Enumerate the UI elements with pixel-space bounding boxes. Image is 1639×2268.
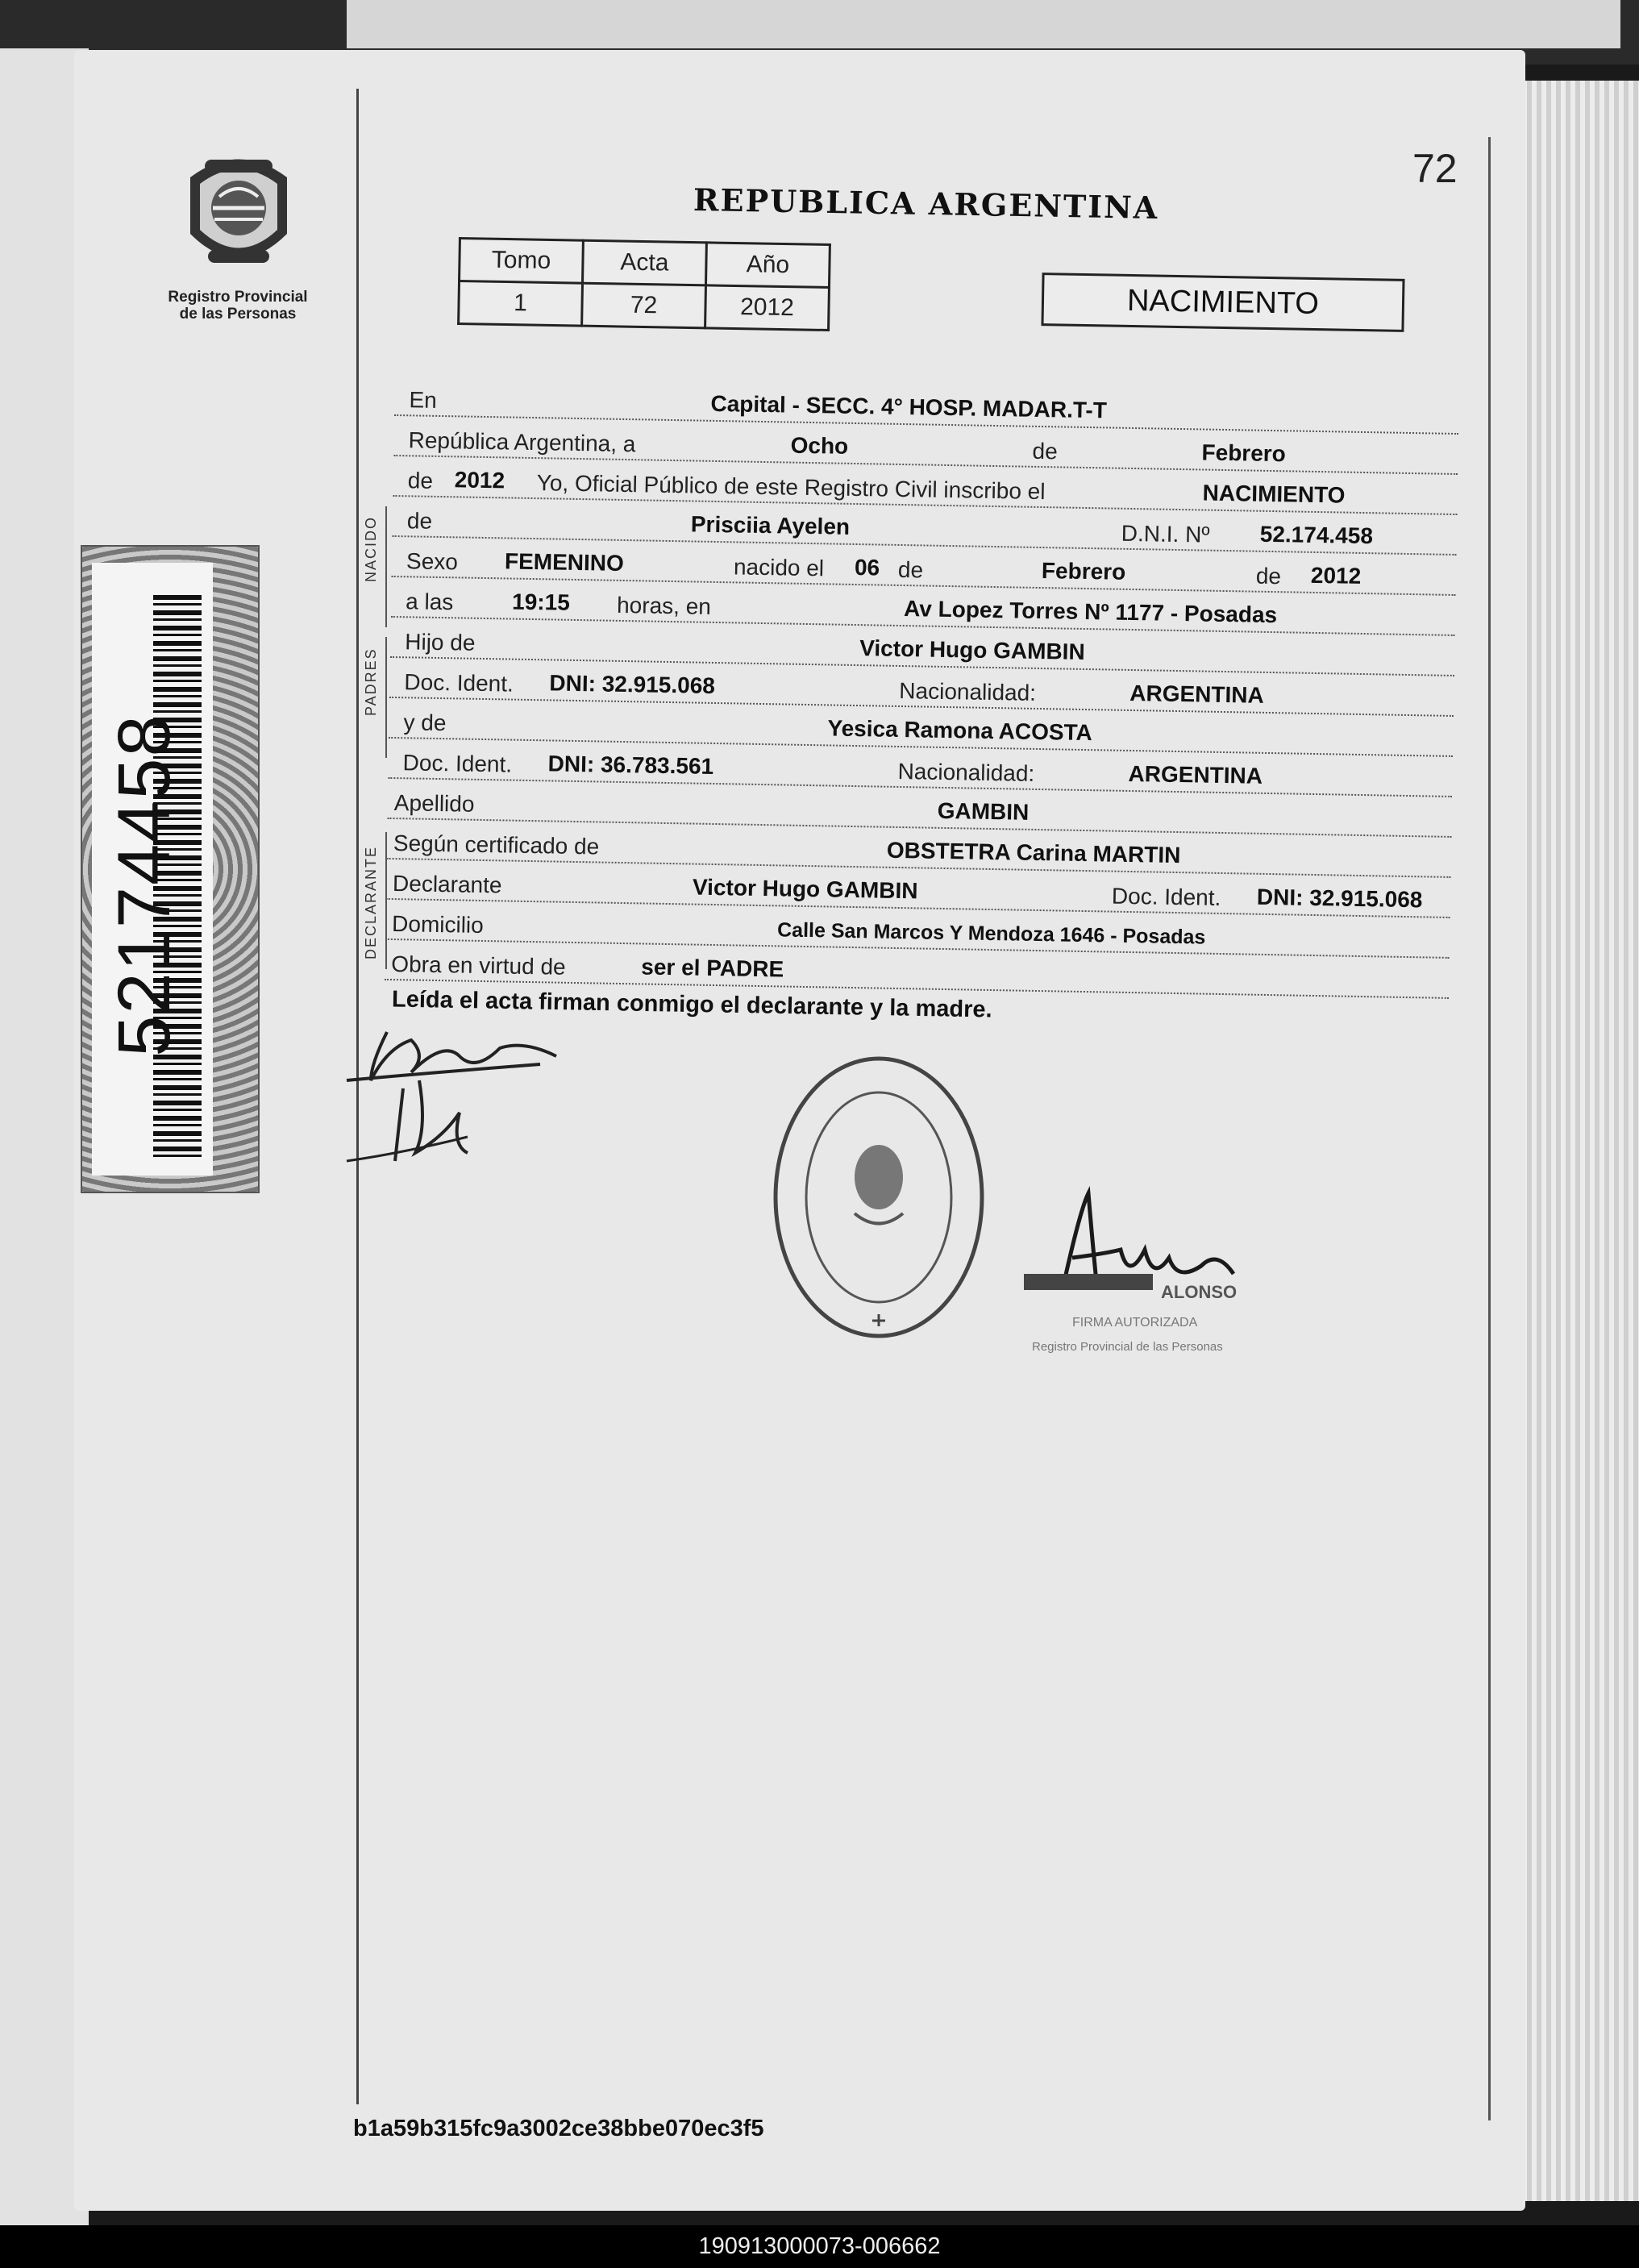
value-decl-doc: DNI: 32.915.068 xyxy=(1256,884,1423,913)
value-birth-time: 19:15 xyxy=(511,589,571,615)
value-month: Febrero xyxy=(1201,439,1287,467)
label-domicilio: Domicilio xyxy=(391,911,485,938)
svg-text:ALONSO: ALONSO xyxy=(1161,1282,1238,1302)
svg-text:FIRMA AUTORIZADA: FIRMA AUTORIZADA xyxy=(1072,1316,1198,1330)
value-birth-month: Febrero xyxy=(1041,558,1126,585)
value-birth-year: 2012 xyxy=(1310,562,1362,589)
document-title: REPUBLICA ARGENTINA xyxy=(693,181,1159,227)
label-horas: horas, en xyxy=(616,592,712,619)
svg-text:Registro Provincial de las Per: Registro Provincial de las Personas xyxy=(1032,1340,1223,1354)
label-declarante: Declarante xyxy=(392,871,502,898)
scan-footer-id: 190913000073-006662 xyxy=(0,2225,1639,2268)
registry-header-anio: Año xyxy=(705,243,830,288)
value-day: Ocho xyxy=(790,432,849,459)
value-father-nat: ARGENTINA xyxy=(1129,680,1265,708)
officer-signature xyxy=(1016,1177,1322,1371)
declarant-signature xyxy=(339,1016,580,1177)
value-dni: 52.174.458 xyxy=(1259,521,1374,549)
label-segun: Según certificado de xyxy=(393,830,600,859)
registry-stamp xyxy=(766,1048,992,1346)
barcode-sticker xyxy=(81,545,260,1193)
section-bracket-padres xyxy=(385,637,387,758)
registry-value-acta: 72 xyxy=(582,283,706,328)
value-birth-place: Av Lopez Torres Nº 1177 - Posadas xyxy=(903,596,1278,628)
section-bracket-nacido xyxy=(385,506,387,627)
value-obra: ser el PADRE xyxy=(641,954,784,982)
registry-header-acta: Acta xyxy=(583,240,707,285)
label-birth-de: de xyxy=(897,556,924,583)
value-segun: OBSTETRA Carina MARTIN xyxy=(886,837,1181,868)
value-apellido: GAMBIN xyxy=(937,797,1030,825)
label-alas: a las xyxy=(405,589,454,615)
label-yde: y de xyxy=(403,710,447,736)
label-de-name: de xyxy=(406,508,433,534)
label-de: de xyxy=(1032,438,1058,464)
label-obra: Obra en virtud de xyxy=(391,951,566,980)
value-mother-nat: ARGENTINA xyxy=(1128,760,1263,789)
label-birth-de2: de xyxy=(1255,563,1282,589)
value-en: Capital - SECC. 4° HOSP. MADAR.T-T xyxy=(710,390,1108,423)
label-mother-doc: Doc. Ident. xyxy=(402,750,513,777)
registry-header-row xyxy=(460,239,830,288)
book-page-edges xyxy=(1508,81,1639,2201)
registry-header-tomo: Tomo xyxy=(460,239,584,284)
section-label-padres: PADRES xyxy=(363,647,379,716)
value-mother-doc: DNI: 36.783.561 xyxy=(547,751,714,779)
barcode-label xyxy=(92,563,213,1176)
registry-value-row xyxy=(459,281,830,330)
closing-statement: Leída el acta firman conmigo el declarante y la madre. xyxy=(391,986,992,1023)
section-label-nacido: NACIDO xyxy=(363,515,379,582)
registry-org-name xyxy=(157,289,318,323)
label-hijo: Hijo de xyxy=(405,629,476,655)
label-father-nat: Nacionalidad: xyxy=(899,677,1037,705)
act-type-box: NACIMIENTO xyxy=(1041,273,1404,332)
label-de-year: de xyxy=(407,468,434,493)
value-name: Prisciia Ayelen xyxy=(690,511,851,539)
value-declarante: Victor Hugo GAMBIN xyxy=(692,874,918,904)
label-yo: Yo, Oficial Público de este Registro Civil inscribo el xyxy=(536,470,1046,505)
page-number: 72 xyxy=(1412,146,1458,191)
section-label-declarante: DECLARANTE xyxy=(363,845,379,959)
label-apellido: Apellido xyxy=(393,790,475,817)
label-en: En xyxy=(409,387,438,413)
value-sexo: FEMENINO xyxy=(504,548,625,576)
registry-value-tomo: 1 xyxy=(459,281,583,326)
label-mother-nat: Nacionalidad: xyxy=(897,758,1035,786)
registry-value-anio: 2012 xyxy=(705,285,830,331)
document-hash: b1a59b315fc9a3002ce38bbe070ec3f5 xyxy=(353,2116,764,2141)
value-mother-name: Yesica Ramona ACOSTA xyxy=(827,715,1093,746)
section-bracket-declarante xyxy=(385,832,387,969)
value-domicilio: Calle San Marcos Y Mendoza 1646 - Posadas xyxy=(776,918,1206,949)
label-dni: D.N.I. Nº xyxy=(1121,520,1210,547)
birth-record-form xyxy=(385,379,1459,1002)
province-seal-logo xyxy=(174,145,303,282)
org-name-line1: Registro Provincial xyxy=(168,289,308,306)
label-decl-doc: Doc. Ident. xyxy=(1111,883,1221,910)
barcode-number: 52174458 xyxy=(103,714,185,1057)
label-republica: República Argentina, a xyxy=(408,427,636,457)
label-nacido: nacido el xyxy=(733,554,825,581)
form-right-border xyxy=(1488,137,1491,2120)
previous-page-edge xyxy=(347,0,1620,48)
label-sexo: Sexo xyxy=(406,548,459,575)
registry-table xyxy=(457,237,831,331)
value-inscribo: NACIMIENTO xyxy=(1202,480,1346,508)
value-father-doc: DNI: 32.915.068 xyxy=(549,670,716,698)
label-father-doc: Doc. Ident. xyxy=(404,669,514,697)
value-birth-day: 06 xyxy=(854,554,880,581)
org-name-line2: de las Personas xyxy=(179,306,297,323)
value-father-name: Victor Hugo GAMBIN xyxy=(859,635,1085,664)
value-year: 2012 xyxy=(454,467,505,493)
